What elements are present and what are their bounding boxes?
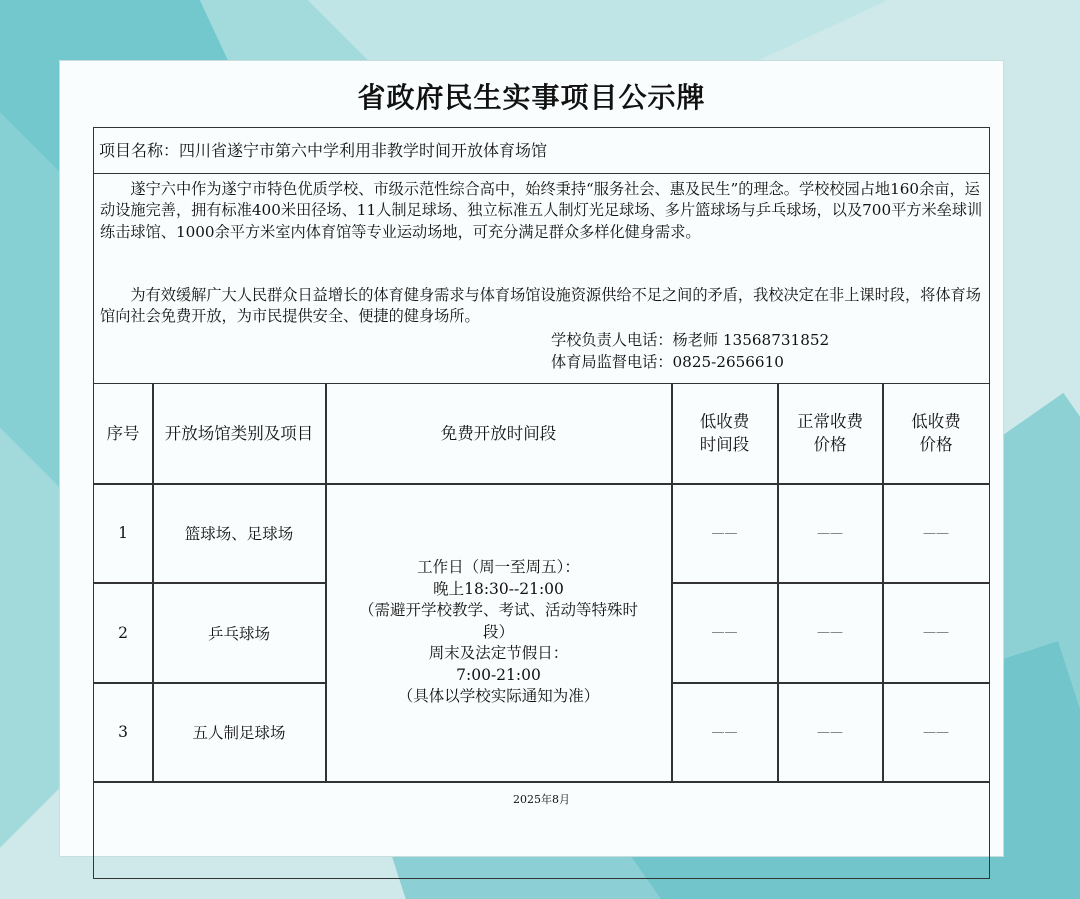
- header-venue: 开放场馆类别及项目: [164, 423, 314, 443]
- schedule-table: [94, 383, 989, 783]
- header-low-fee-time: 低收费 时间段: [699, 412, 750, 454]
- free-time-line: 周末及法定节假日：: [428, 644, 569, 663]
- notice-frame: [93, 127, 990, 879]
- free-time-line: 7:00-21:00: [456, 665, 541, 684]
- bureau-contact: 体育局监督电话：0825-2656610: [551, 353, 784, 371]
- row-2-venue: 乒乓球场: [207, 624, 270, 643]
- row-3-low-time: ——: [711, 724, 738, 740]
- footer-date: 2025年8月: [513, 793, 570, 806]
- row-3-normal-price: ——: [817, 724, 843, 740]
- free-time-line: （具体以学校实际通知为准）: [397, 687, 600, 706]
- row-1-seq: 1: [118, 524, 128, 542]
- free-time-line: 晚上18:30--21:00: [433, 579, 564, 598]
- row-2-low-price: ——: [923, 625, 949, 640]
- header-normal-price: 正常收费 价格: [797, 412, 863, 454]
- description-paragraph-2: 为有效缓解广大人民群众日益增长的体育健身需求与体育场馆设施资源供给不足之间的矛盾，我校决定在非上课时段，将体育场馆向社会免费开放，为市民提供安全、便捷的健身场所。: [100, 286, 981, 326]
- row-3-venue: 五人制足球场: [192, 724, 286, 742]
- row-3-seq: 3: [118, 723, 128, 741]
- header-seq: 序号: [106, 423, 140, 443]
- row-2-normal-price: ——: [817, 625, 843, 640]
- free-time-line: 工作日（周一至周五）：: [417, 558, 580, 577]
- row-1-low-time: ——: [711, 525, 738, 541]
- row-2-low-time: ——: [711, 625, 738, 640]
- project-description: [94, 173, 989, 384]
- notice-board: [59, 60, 1004, 857]
- row-1-normal-price: ——: [817, 525, 843, 541]
- free-time-schedule: [326, 484, 671, 781]
- project-name-row: [94, 128, 989, 174]
- free-time-line: 段）: [482, 622, 514, 641]
- free-time-line: （需避开学校教学、考试、活动等特殊时: [358, 601, 638, 620]
- header-low-price: 低收费 价格: [911, 412, 961, 454]
- description-paragraph-1: 遂宁六中作为遂宁市特色优质学校、市级示范性综合高中，始终秉持“服务社会、惠及民生”的理念。学校校园占地160余亩，运动设施完善，拥有标准400米田径场、11人制足球场、独立标准五人制灯光足球场、多片篮球场与乒乓球场，以及700平方米垒球训练击球馆、1000余平方米室内体育馆等专业运动场地，可充分满足群众多样化健身需求。: [100, 180, 983, 241]
- project-name: 项目名称：四川省遂宁市第六中学利用非教学时间开放体育场馆: [99, 141, 548, 160]
- row-1-venue: 篮球场、足球场: [184, 525, 294, 543]
- row-1-low-price: ——: [923, 525, 949, 541]
- header-free-time: 免费开放时间段: [440, 423, 557, 443]
- school-contact: 学校负责人电话：杨老师 13568731852: [551, 331, 830, 349]
- row-2-seq: 2: [118, 623, 128, 642]
- row-3-low-price: ——: [923, 724, 949, 740]
- board-title: 省政府民生实事项目公示牌: [357, 81, 706, 114]
